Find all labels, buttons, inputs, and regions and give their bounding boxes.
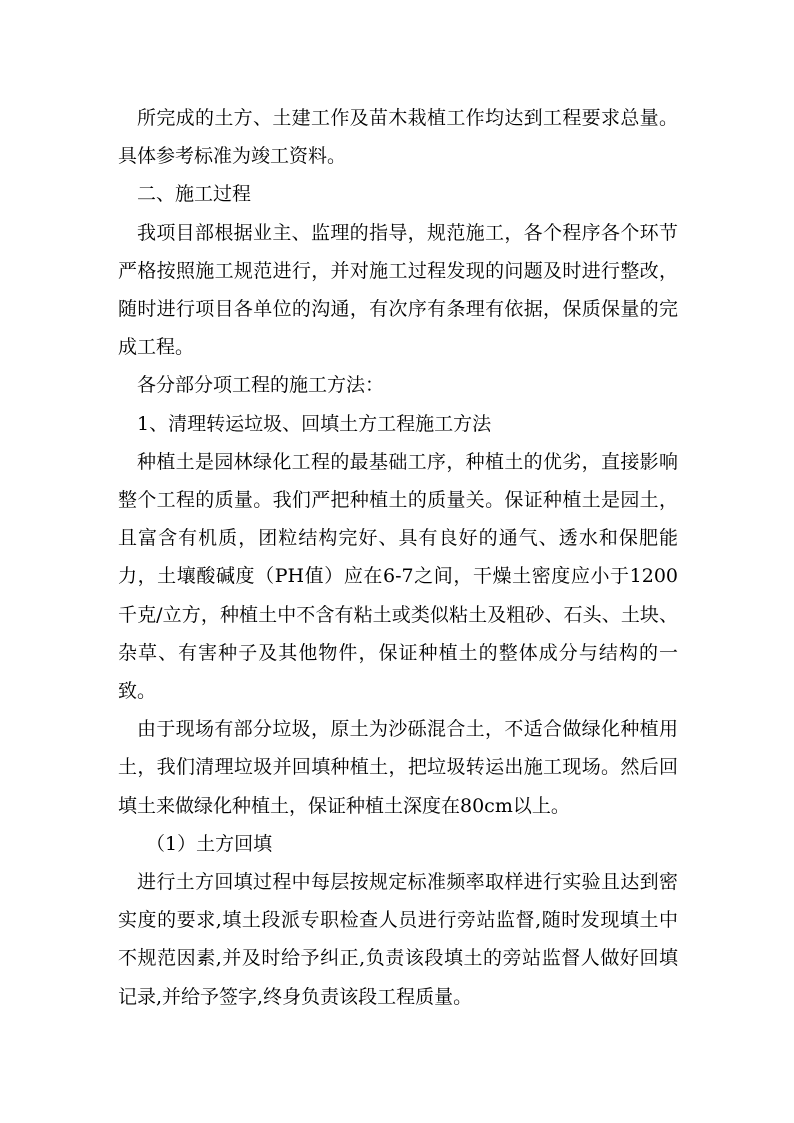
section-heading-construction-process: 二、施工过程 xyxy=(137,183,252,206)
paragraph-backfill-inspection: 进行土方回填过程中每层按规定标准频率取样进行实验且达到密实度的要求,填土段派专职检查人员进行旁站监督,随时发现填土中不规范因素,并及时给予纠正,负责该段填土的旁站监督人做好回填记录,并给予签字,终身负责该段工程质量。 xyxy=(118,871,678,1008)
paragraph-planting-soil: 种植土是园林绿化工程的最基础工序，种植土的优劣，直接影响整个工程的质量。我们严把种植土的质量关。保证种植土是园土，且富含有机质，团粒结构完好、具有良好的通气、透水和保肥能力，土壤酸碱度（PH值）应在6-7之间，干燥土密度应小于1200千克/立方，种植土中不含有粘土或类似粘土及粗砂、石头、土块、杂草、有害种子及其他物件，保证种植土的整体成分与结构的一致。 xyxy=(118,450,678,703)
document-body xyxy=(118,99,678,1016)
paragraph-methods-intro: 各分部分项工程的施工方法： xyxy=(137,374,385,397)
paragraph-project-management: 我项目部根据业主、监理的指导，规范施工，各个程序各个环节严格按照施工规范进行，并对施工过程发现的问题及时进行整改，随时进行项目各单位的沟通，有次序有条理有依据，保质保量的完成工程。 xyxy=(118,221,678,359)
subsection-heading-waste-and-backfill: 1、清理转运垃圾、回填土方工程施工方法 xyxy=(137,412,492,435)
paragraph-completion-scope: 所完成的土方、土建工作及苗木栽植工作均达到工程要求总量。具体参考标准为竣工资料。 xyxy=(118,107,678,168)
paragraph-site-waste: 由于现场有部分垃圾，原土为沙砾混合土，不适合做绿化种植用土，我们清理垃圾并回填种植土，把垃圾转运出施工现场。然后回填土来做绿化种植土，保证种植土深度在80cm以上。 xyxy=(118,718,678,817)
subsubsection-heading-earth-backfill: （1）土方回填 xyxy=(146,832,273,855)
